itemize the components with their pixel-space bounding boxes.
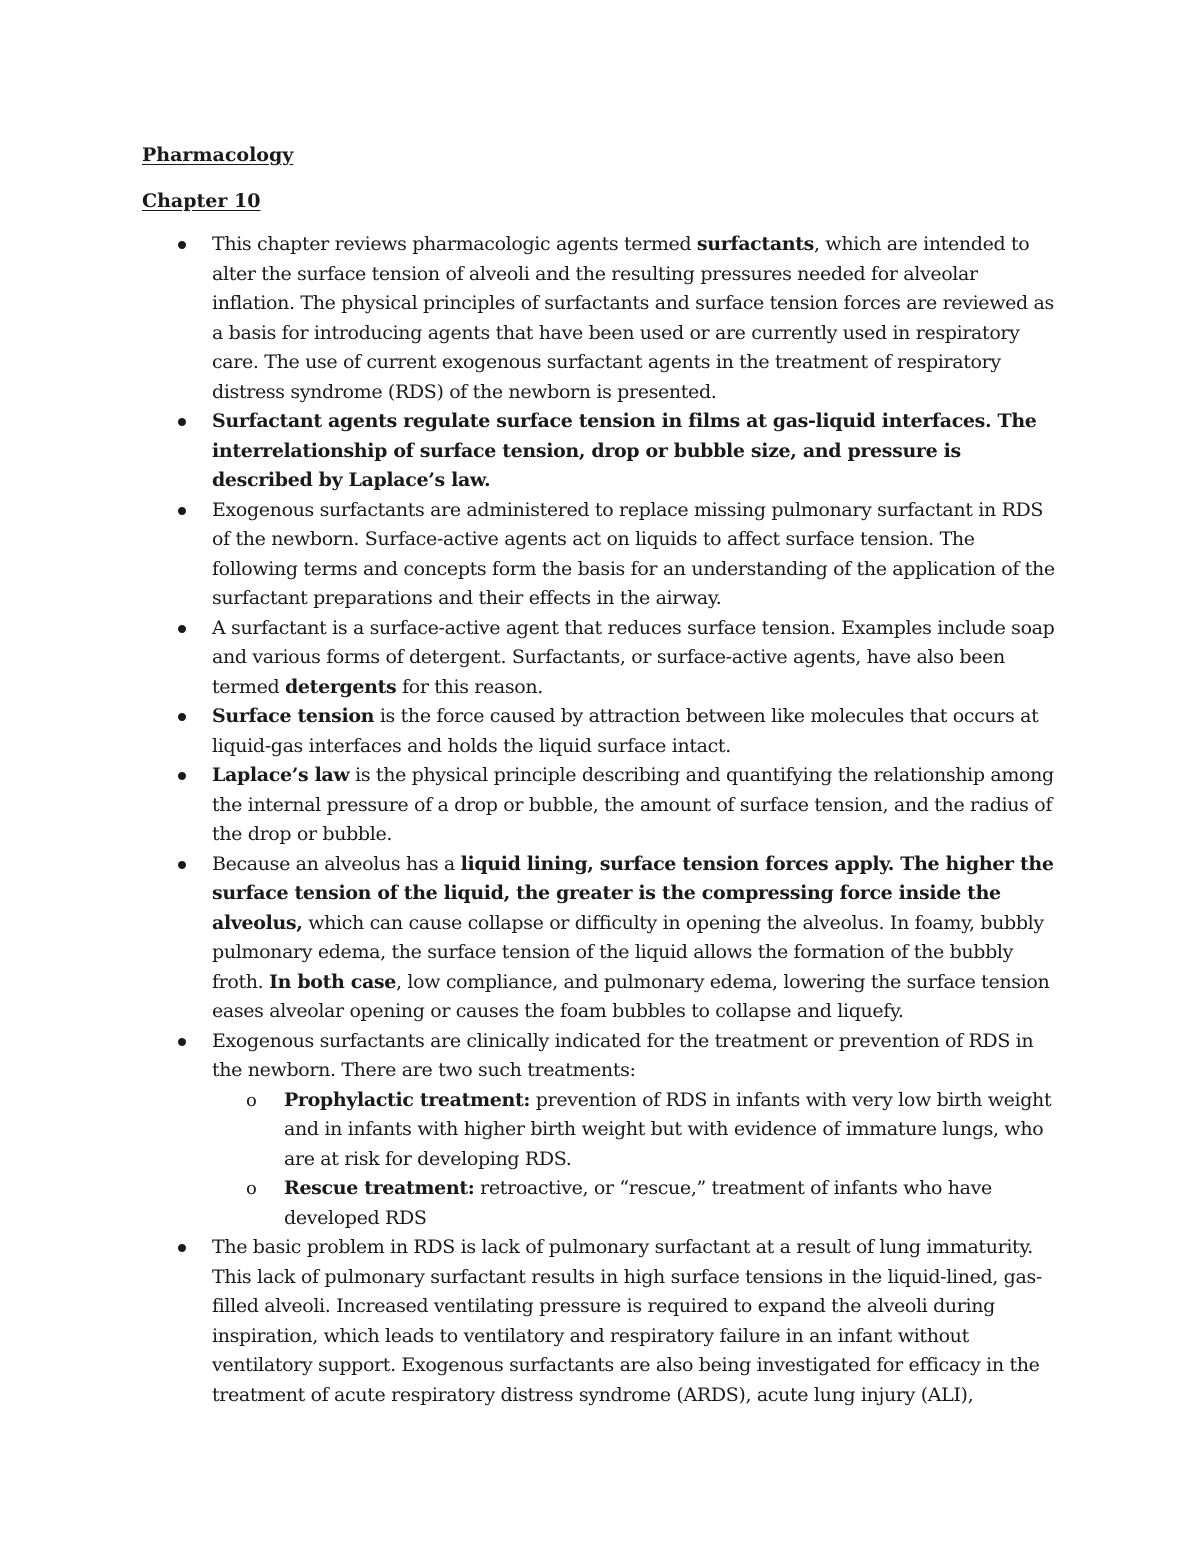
chapter-heading: Chapter 10: [142, 190, 261, 212]
bullet-icon: [178, 713, 186, 721]
sub-list-item: [212, 1174, 1062, 1233]
circle-bullet-icon: o: [246, 1178, 257, 1199]
bullet-icon: [178, 772, 186, 780]
bold-term: Surfactant agents regulate surface tension in films at gas-liquid interfaces. The interrelationship of surface tension, drop or bubble size, and pressure is described by Laplace’s law.: [212, 410, 1037, 491]
list-item: [142, 407, 1062, 496]
document-title: Pharmacology: [142, 144, 294, 166]
sub-list: [212, 1086, 1062, 1234]
bullet-icon: [178, 1038, 186, 1046]
circle-bullet-icon: o: [246, 1089, 257, 1111]
text-run: , which are intended to alter the surface tension of alveoli and the resulting pressures needed for alveolar inflation. The physical principles of surfactants and surface tension forces are reviewed as a basis for introducing agents that have been used or are currently used in respiratory care. The use of current exogenous surfactant agents in the treatment of respiratory distress syndrome (RDS) of the newborn is presented.: [212, 233, 1054, 403]
text-run: Exogenous surfactants are administered to replace missing pulmonary surfactant in RDS of the newborn. Surface-active agents act on liquids to affect surface tension. The following terms and concepts form the basis for an understanding of the application of the surfactant preparations and their effects in the airway.: [212, 498, 1055, 609]
bullet-icon: [178, 1244, 186, 1252]
list-item: [142, 1233, 1062, 1410]
text-run: This chapter reviews pharmacologic agents termed: [212, 233, 697, 255]
text-run: is the physical principle describing and quantifying the relationship among the internal pressure of a drop or bubble, the amount of surface tension, and the radius of the drop or bubble.: [212, 764, 1054, 845]
text-run: The basic problem in RDS is lack of pulmonary surfactant at a result of lung immaturity. This lack of pulmonary surfactant results in high surface tensions in the liquid-lined, gas-filled alveoli. Increased ventilating pressure is required to expand the alveoli during inspiration, which leads to ventilatory and respiratory failure in an infant without ventilatory support. Exogenous surfactants are also being investigated for efficacy in the treatment of acute respiratory distress syndrome (ARDS), acute lung injury (ALI),: [212, 1236, 1042, 1406]
bold-term: detergents: [284, 675, 397, 698]
list-item: [142, 1027, 1062, 1234]
bullet-list: [142, 230, 1062, 1410]
list-item: [142, 230, 1062, 407]
text-run: for this reason.: [396, 675, 543, 698]
bold-term: liquid lining, surface tension forces apply. The higher the surface tension of the liquid, the greater is the compressing force inside the alveolus,: [212, 852, 1054, 934]
bold-term: In both case: [269, 970, 397, 993]
text-run: which can cause collapse or difficulty in opening the alveolus. In foamy, bubbly pulmonary edema, the surface tension of the liquid allows the formation of the bubbly froth.: [212, 911, 1044, 993]
list-item: [142, 702, 1062, 761]
bullet-icon: [178, 241, 186, 249]
sub-list-item: [212, 1086, 1062, 1175]
bullet-icon: [178, 507, 186, 515]
document-page: [142, 142, 1062, 1410]
text-run: A surfactant is a surface-active agent that reduces surface tension. Examples include soap and various forms of detergent. Surfactants, or surface-active agents, have also been termed: [212, 616, 1055, 698]
bold-term: Surface tension: [212, 705, 375, 727]
text-run: Exogenous surfactants are clinically indicated for the treatment or prevention of RDS in the newborn. There are two such treatments:: [212, 1029, 1034, 1081]
bullet-icon: [178, 418, 186, 426]
text-run: prevention of RDS in infants with very low birth weight and in infants with higher birth weight but with evidence of immature lungs, who are at risk for developing RDS.: [284, 1088, 1052, 1170]
bullet-icon: [178, 625, 186, 633]
text-run: is the force caused by attraction between like molecules that occurs at liquid-gas interfaces and holds the liquid surface intact.: [212, 705, 1039, 757]
text-run: , low compliance, and pulmonary edema, lowering the surface tension eases alveolar opening or causes the foam bubbles to collapse and liquefy.: [212, 970, 1050, 1022]
bullet-icon: [178, 861, 186, 869]
bold-term: Rescue treatment:: [284, 1177, 475, 1199]
text-run: retroactive, or “rescue,” treatment of infants who have developed RDS: [284, 1177, 992, 1229]
bold-term: Prophylactic treatment:: [284, 1088, 531, 1111]
list-item: [142, 761, 1062, 850]
list-item: [142, 614, 1062, 703]
list-item: [142, 496, 1062, 614]
bold-term: Laplace’s law: [212, 764, 350, 786]
list-item: [142, 850, 1062, 1027]
text-run: Because an alveolus has a: [212, 852, 461, 875]
bold-term: surfactants: [696, 233, 815, 255]
